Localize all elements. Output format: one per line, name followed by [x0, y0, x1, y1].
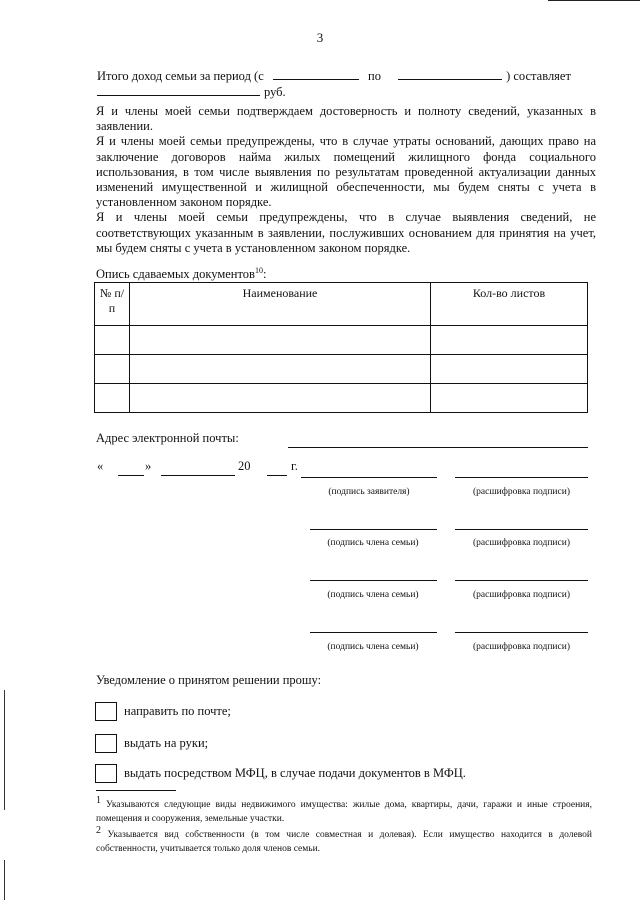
- email-field[interactable]: [288, 447, 588, 448]
- mfc-option-label: выдать посредством МФЦ, в случае подачи документов в МФЦ.: [124, 766, 466, 780]
- top-edge-rule: [548, 0, 640, 1]
- income-currency: руб.: [264, 85, 286, 99]
- income-line: [97, 68, 571, 84]
- paragraph-confirm: Я и члены моей семьи подтверждаем достоверность и полноту сведений, указанных в заявлении.: [96, 104, 596, 134]
- member3-name-field[interactable]: [455, 632, 588, 633]
- date-open-quote: «: [97, 459, 104, 473]
- footnote-separator: [96, 790, 176, 791]
- table-cell-sheets[interactable]: [431, 355, 588, 384]
- mail-checkbox[interactable]: [95, 702, 117, 721]
- income-from-field[interactable]: [273, 68, 359, 80]
- table-header-row: [95, 283, 588, 326]
- docs-footnote-ref: 10: [254, 266, 263, 275]
- table-cell-num[interactable]: [95, 326, 130, 355]
- applicant-name-field[interactable]: [455, 477, 588, 478]
- member3-signature-caption: (подпись члена семьи): [327, 642, 419, 652]
- income-amount-line: [97, 84, 286, 100]
- income-to-field[interactable]: [398, 68, 502, 80]
- applicant-signature-caption: (подпись заявителя): [328, 487, 410, 497]
- scan-edge-mark: [4, 690, 5, 810]
- member2-name-caption: (расшифровка подписи): [473, 590, 570, 600]
- footnote-1-text: Указываются следующие виды недвижимого имущества: жилые дома, квартиры, дачи, гаражи и иные строения, помещения и сооружения, земельные участки.: [96, 800, 592, 825]
- member1-name-field[interactable]: [455, 529, 588, 530]
- header-name: Наименование: [130, 283, 431, 326]
- mail-option-label: направить по почте;: [124, 704, 231, 718]
- paragraph-warning-discrepancy: Я и члены моей семьи предупреждены, что в случае выявления сведений, не соответствующих указанным в заявлении, послуживших основанием для принятия на учет, мы будем сняты с учета в установленном законом порядке.: [96, 210, 596, 255]
- footnote-2-text: Указывается вид собственности (в том числе совместная и долевая). Если имущество находится в долевой собственности, учитывается только доля членов семьи.: [96, 830, 592, 855]
- applicant-name-caption: (расшифровка подписи): [473, 487, 570, 497]
- paragraph-warning-loss: Я и члены моей семьи предупреждены, что в случае утраты оснований, дающих право на заключение договоров найма жилых помещений жилищного фонда социального использования, в том числе выявления по результатам проведенной актуализации данных изменений имущественной и жилищной обеспеченности, мы будем сняты с учета в установленном законом порядке.: [96, 134, 596, 210]
- table-cell-name[interactable]: [130, 326, 431, 355]
- income-suffix: ) составляет: [506, 69, 571, 83]
- applicant-signature-field[interactable]: [301, 477, 437, 478]
- in-person-option-label: выдать на руки;: [124, 736, 209, 750]
- in-person-checkbox[interactable]: [95, 734, 117, 753]
- income-amount-field[interactable]: [97, 84, 260, 96]
- table-cell-name[interactable]: [130, 384, 431, 413]
- table-cell-name[interactable]: [130, 355, 431, 384]
- declaration-text: [96, 104, 596, 256]
- date-year-field[interactable]: [267, 475, 287, 476]
- member1-signature-caption: (подпись члена семьи): [327, 538, 419, 548]
- header-sheets: Кол-во листов: [431, 283, 588, 326]
- docs-table: [94, 282, 588, 413]
- table-row: [95, 355, 588, 384]
- notification-heading: Уведомление о принятом решении прошу:: [96, 673, 322, 687]
- mfc-checkbox[interactable]: [95, 764, 117, 783]
- date-year-prefix: 20: [238, 459, 251, 473]
- member3-signature-field[interactable]: [310, 632, 437, 633]
- income-prefix: Итого доход семьи за период (с: [97, 69, 264, 83]
- member3-name-caption: (расшифровка подписи): [473, 642, 570, 652]
- date-day-field[interactable]: [118, 475, 144, 476]
- member2-signature-field[interactable]: [310, 580, 437, 581]
- table-row: [95, 384, 588, 413]
- header-num: № п/п: [95, 283, 130, 326]
- table-cell-sheets[interactable]: [431, 326, 588, 355]
- income-mid: по: [368, 69, 381, 83]
- page-number: 3: [316, 30, 324, 45]
- member1-signature-field[interactable]: [310, 529, 437, 530]
- date-month-field[interactable]: [161, 475, 235, 476]
- docs-title-text: Опись сдаваемых документов: [96, 267, 255, 282]
- email-label: Адрес электронной почты:: [96, 431, 239, 445]
- date-year-suffix: г.: [291, 459, 298, 473]
- footnote-1-number: 1: [96, 795, 101, 806]
- footnote-2: [96, 824, 592, 856]
- member1-name-caption: (расшифровка подписи): [473, 538, 570, 548]
- table-cell-num[interactable]: [95, 384, 130, 413]
- table-cell-num[interactable]: [95, 355, 130, 384]
- table-row: [95, 326, 588, 355]
- docs-title: Опись сдаваемых документов$^{10}$:: [96, 266, 267, 282]
- member2-name-field[interactable]: [455, 580, 588, 581]
- footnote-2-number: 2: [96, 825, 101, 836]
- member2-signature-caption: (подпись члена семьи): [327, 590, 419, 600]
- table-cell-sheets[interactable]: [431, 384, 588, 413]
- date-close-quote: »: [145, 459, 152, 473]
- footnote-1: [96, 794, 592, 826]
- scan-edge-mark: [4, 860, 5, 900]
